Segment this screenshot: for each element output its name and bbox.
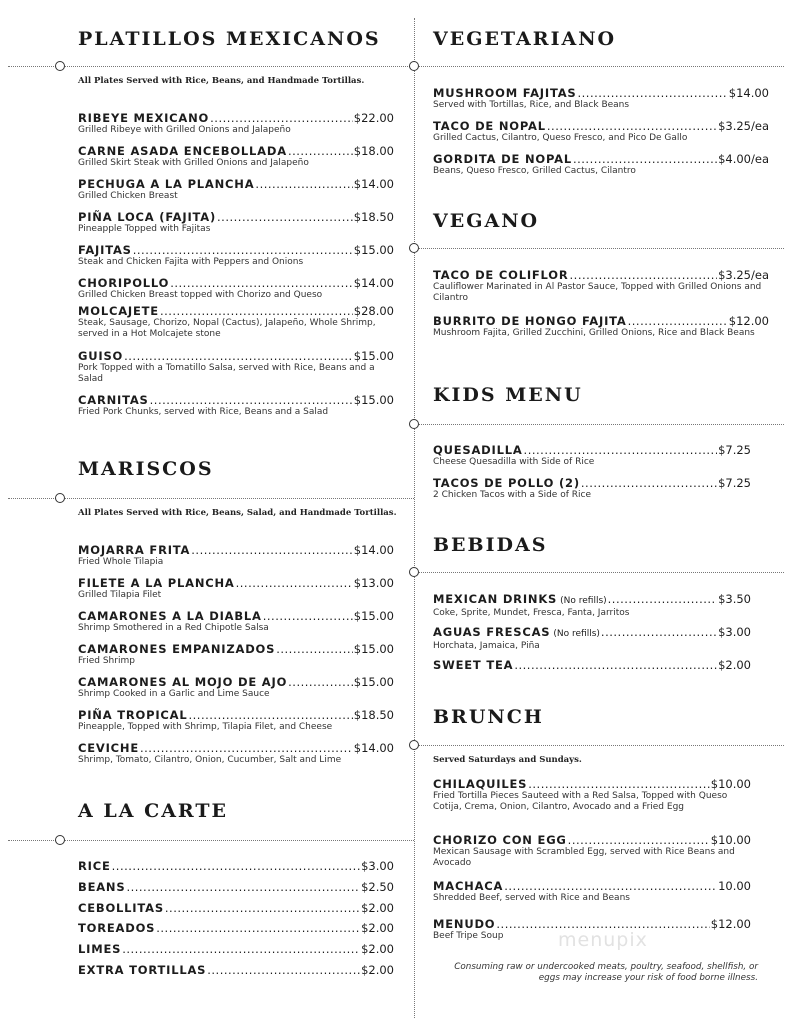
leader-dots bbox=[568, 833, 710, 847]
item-price: $3.25/ea bbox=[718, 268, 769, 282]
leader-dots bbox=[276, 642, 353, 656]
item-name: PIÑA TROPICAL bbox=[78, 708, 188, 722]
item-description: Shrimp, Tomato, Cilantro, Onion, Cucumber, Salt and Lime bbox=[78, 755, 342, 765]
divider-circle-icon bbox=[409, 740, 419, 750]
item-name: MUSHROOM FAJITAS bbox=[433, 86, 577, 100]
menu-item-rice bbox=[78, 859, 394, 880]
divider-circle-icon bbox=[409, 567, 419, 577]
item-description: Shredded Beef, served with Rice and Beans bbox=[433, 893, 630, 903]
item-price: $4.00/ea bbox=[718, 152, 769, 166]
leader-dots bbox=[601, 625, 717, 639]
item-price: $12.00 bbox=[710, 917, 751, 931]
leader-dots bbox=[126, 880, 360, 894]
menu-item-limes bbox=[78, 942, 394, 963]
leader-dots bbox=[514, 658, 717, 672]
item-description: Grilled Chicken Breast topped with Chorizo and Queso bbox=[78, 290, 323, 300]
item-name: CARNE ASADA ENCEBOLLADA bbox=[78, 144, 287, 158]
item-description: Pork Topped with a Tomatillo Salsa, served with Rice, Beans and a Salad bbox=[78, 363, 375, 384]
leader-dots bbox=[288, 675, 353, 689]
item-description: Steak, Sausage, Chorizo, Nopal (Cactus), Jalapeño, Whole Shrimp, served in a Hot Molcajete stone bbox=[78, 318, 376, 339]
section-note: Served Saturdays and Sundays. bbox=[433, 755, 582, 765]
menu-item-extra-tortillas bbox=[78, 963, 394, 984]
leader-dots bbox=[608, 592, 717, 606]
item-description: Mushroom Fajita, Grilled Zucchini, Grilled Onions, Rice and Black Beans bbox=[433, 328, 755, 338]
item-list bbox=[78, 543, 394, 771]
section-divider bbox=[8, 66, 414, 67]
item-price: $3.00 bbox=[361, 859, 394, 873]
item-price: $2.00 bbox=[718, 658, 751, 672]
leader-dots bbox=[156, 921, 360, 935]
section-title: VEGETARIANO bbox=[433, 28, 617, 50]
item-price: $2.00 bbox=[361, 942, 394, 957]
divider-circle-icon bbox=[409, 243, 419, 253]
leader-dots bbox=[577, 86, 727, 100]
menu-item-aguas-frescas bbox=[433, 625, 751, 658]
leader-dots bbox=[210, 111, 353, 125]
menu-item-tacos-de-pollo bbox=[433, 476, 751, 506]
menu-item-carne-asada bbox=[78, 144, 394, 177]
item-description: Grilled Ribeye with Grilled Onions and Jalapeño bbox=[78, 125, 291, 135]
menu-item-taco-de-coliflor bbox=[433, 268, 769, 314]
item-list bbox=[78, 111, 394, 423]
item-price: $14.00 bbox=[353, 177, 394, 191]
menu-item-gordita-de-nopal bbox=[433, 152, 769, 182]
item-price: $7.25 bbox=[718, 476, 751, 490]
item-name: AGUAS FRESCAS bbox=[433, 625, 551, 639]
menu-item-fajitas bbox=[78, 243, 394, 276]
menu-item-pechuga bbox=[78, 177, 394, 210]
item-name: PECHUGA A LA PLANCHA bbox=[78, 177, 255, 191]
item-description: Served with Tortillas, Rice, and Black Beans bbox=[433, 100, 630, 110]
section-note: All Plates Served with Rice, Beans, Salad, and Handmade Tortillas. bbox=[78, 508, 397, 518]
section-title: PLATILLOS MEXICANOS bbox=[78, 28, 381, 50]
leader-dots bbox=[191, 543, 352, 557]
menu-item-mexican-drinks bbox=[433, 592, 751, 625]
item-price: $15.00 bbox=[353, 675, 394, 689]
item-name: MACHACA bbox=[433, 879, 504, 893]
menu-item-filete bbox=[78, 576, 394, 609]
leader-dots bbox=[504, 879, 717, 893]
item-price: $18.50 bbox=[353, 210, 394, 224]
menu-item-quesadilla bbox=[433, 443, 751, 476]
item-name: MOJARRA FRITA bbox=[78, 543, 191, 557]
item-description: Coke, Sprite, Mundet, Fresca, Fanta, Jarritos bbox=[433, 608, 630, 618]
menu-item-cebollitas bbox=[78, 901, 394, 922]
menu-item-choripollo bbox=[78, 276, 394, 304]
item-name: CHORIPOLLO bbox=[78, 276, 170, 290]
divider-circle-icon bbox=[55, 493, 65, 503]
item-price: $2.00 bbox=[361, 900, 394, 915]
menu-item-pina-tropical bbox=[78, 708, 394, 741]
item-description: Pineapple Topped with Fajitas bbox=[78, 224, 211, 234]
item-name: MOLCAJETE bbox=[78, 304, 159, 318]
item-description: Beans, Queso Fresco, Grilled Cactus, Cilantro bbox=[433, 166, 636, 176]
section-title: BRUNCH bbox=[433, 706, 544, 728]
section-divider bbox=[8, 840, 414, 841]
leader-dots bbox=[165, 901, 360, 915]
menu-item-burrito-de-hongo bbox=[433, 314, 769, 354]
item-name: GORDITA DE NOPAL bbox=[433, 152, 572, 166]
item-price: $14.00 bbox=[728, 86, 769, 100]
menu-item-chorizo-con-egg bbox=[433, 833, 751, 879]
item-description: Shrimp Cooked in a Garlic and Lime Sauce bbox=[78, 689, 270, 699]
section-title: A LA CARTE bbox=[78, 800, 229, 822]
item-description: Pineapple, Topped with Shrimp, Tilapia Filet, and Cheese bbox=[78, 722, 333, 732]
item-price: $18.00 bbox=[353, 144, 394, 158]
menu-item-guiso bbox=[78, 349, 394, 393]
item-name: CAMARONES A LA DIABLA bbox=[78, 609, 262, 623]
item-name: TOREADOS bbox=[78, 921, 156, 936]
leader-dots bbox=[581, 476, 717, 490]
menupix-watermark: menupix bbox=[558, 929, 648, 951]
item-price: 10.00 bbox=[718, 879, 751, 893]
menu-item-mushroom-fajitas bbox=[433, 86, 769, 119]
item-price: $15.00 bbox=[353, 393, 394, 407]
item-list bbox=[433, 268, 769, 354]
item-qualifier: (No refills) bbox=[553, 629, 600, 639]
leader-dots bbox=[288, 144, 353, 158]
menu-item-chilaquiles bbox=[433, 777, 751, 833]
item-name: BEANS bbox=[78, 879, 126, 894]
menu-item-pina-loca bbox=[78, 210, 394, 243]
section-title: VEGANO bbox=[433, 210, 540, 232]
item-price: $10.00 bbox=[710, 833, 751, 847]
item-name: TACOS DE POLLO (2) bbox=[433, 476, 580, 490]
item-description: Mexican Sausage with Scrambled Egg, served with Rice Beans and Avocado bbox=[433, 847, 735, 868]
leader-dots bbox=[170, 276, 353, 290]
item-name: TACO DE NOPAL bbox=[433, 119, 546, 133]
menu-item-machaca bbox=[433, 879, 751, 917]
item-name: PIÑA LOCA (FAJITA) bbox=[78, 210, 217, 224]
leader-dots bbox=[160, 304, 353, 318]
item-description: Cauliflower Marinated in Al Pastor Sauce, Topped with Grilled Onions and Cilantro bbox=[433, 282, 762, 303]
item-list bbox=[433, 443, 751, 506]
item-name: LIMES bbox=[78, 942, 122, 957]
item-name: CEBOLLITAS bbox=[78, 900, 164, 915]
item-description: Shrimp Smothered in a Red Chipotle Salsa bbox=[78, 623, 269, 633]
item-name: MEXICAN DRINKS bbox=[433, 592, 558, 606]
item-name: CEVICHE bbox=[78, 741, 139, 755]
item-name: FAJITAS bbox=[78, 243, 132, 257]
leader-dots bbox=[547, 119, 717, 133]
section-divider bbox=[414, 66, 784, 67]
section-divider bbox=[414, 745, 784, 746]
item-name: QUESADILLA bbox=[433, 443, 523, 457]
item-description: Fried Whole Tilapia bbox=[78, 557, 164, 567]
menu-item-toreados bbox=[78, 921, 394, 942]
leader-dots bbox=[570, 268, 718, 282]
item-name: RICE bbox=[78, 859, 111, 873]
item-description: Beef Tripe Soup bbox=[433, 931, 504, 941]
divider-circle-icon bbox=[409, 61, 419, 71]
leader-dots bbox=[263, 609, 353, 623]
item-description: Grilled Skirt Steak with Grilled Onions and Jalapeño bbox=[78, 158, 309, 168]
item-price: $14.00 bbox=[353, 543, 394, 557]
leader-dots bbox=[217, 210, 353, 224]
item-price: $2.00 bbox=[361, 921, 394, 936]
item-list bbox=[78, 859, 394, 984]
section-divider bbox=[414, 424, 784, 425]
item-description: Grilled Cactus, Cilantro, Queso Fresco, and Pico De Gallo bbox=[433, 133, 688, 143]
divider-circle-icon bbox=[409, 419, 419, 429]
leader-dots bbox=[236, 576, 353, 590]
item-name: CAMARONES AL MOJO DE AJO bbox=[78, 675, 288, 689]
item-price: $3.50 bbox=[718, 592, 751, 606]
leader-dots bbox=[528, 777, 710, 791]
item-name: BURRITO DE HONGO FAJITA bbox=[433, 314, 627, 328]
column-divider bbox=[414, 18, 415, 1018]
item-price: $10.00 bbox=[710, 777, 751, 791]
leader-dots bbox=[124, 349, 353, 363]
item-description: Fried Tortilla Pieces Sauteed with a Red Salsa, Topped with Queso Cotija, Crema, Onion, Cilantro, Avocado and a Fried Egg bbox=[433, 791, 728, 812]
menu-item-taco-de-nopal bbox=[433, 119, 769, 152]
item-description: Fried Shrimp bbox=[78, 656, 135, 666]
food-safety-disclaimer: Consuming raw or undercooked meats, poultry, seafood, shellfish, or eggs may increase your risk of food borne illness. bbox=[454, 962, 758, 983]
leader-dots bbox=[255, 177, 352, 191]
section-title: MARISCOS bbox=[78, 458, 214, 480]
section-divider bbox=[8, 498, 414, 499]
section-note: All Plates Served with Rice, Beans, and Handmade Tortillas. bbox=[78, 76, 365, 86]
item-name: SWEET TEA bbox=[433, 658, 514, 672]
menu-item-camarones-mojo bbox=[78, 675, 394, 708]
menu-item-carnitas bbox=[78, 393, 394, 423]
item-price: $12.00 bbox=[728, 314, 769, 328]
item-description: Grilled Chicken Breast bbox=[78, 191, 178, 201]
section-title: BEBIDAS bbox=[433, 534, 548, 556]
leader-dots bbox=[524, 443, 718, 457]
item-list bbox=[433, 777, 751, 947]
item-price: $3.25/ea bbox=[718, 119, 769, 133]
item-price: $14.00 bbox=[353, 741, 394, 755]
item-description: Steak and Chicken Fajita with Peppers and Onions bbox=[78, 257, 304, 267]
section-title: KIDS MENU bbox=[433, 384, 583, 406]
menu-item-ceviche bbox=[78, 741, 394, 771]
leader-dots bbox=[150, 393, 353, 407]
leader-dots bbox=[140, 741, 353, 755]
item-name: GUISO bbox=[78, 349, 124, 363]
menu-item-camarones-empanizados bbox=[78, 642, 394, 675]
item-price: $2.00 bbox=[361, 962, 394, 977]
item-name: CAMARONES EMPANIZADOS bbox=[78, 642, 276, 656]
leader-dots bbox=[122, 942, 360, 956]
item-name: CHILAQUILES bbox=[433, 777, 528, 791]
leader-dots bbox=[133, 243, 353, 257]
leader-dots bbox=[573, 152, 717, 166]
item-description: Fried Pork Chunks, served with Rice, Beans and a Salad bbox=[78, 407, 329, 417]
leader-dots bbox=[207, 963, 360, 977]
item-price: $2.50 bbox=[361, 879, 394, 894]
item-price: $15.00 bbox=[353, 609, 394, 623]
item-price: $13.00 bbox=[353, 576, 394, 590]
item-description: Cheese Quesadilla with Side of Rice bbox=[433, 457, 595, 467]
menu-item-camarones-diabla bbox=[78, 609, 394, 642]
item-name: TACO DE COLIFLOR bbox=[433, 268, 569, 282]
item-price: $15.00 bbox=[353, 349, 394, 363]
item-price: $14.00 bbox=[353, 276, 394, 290]
item-price: $7.25 bbox=[718, 443, 751, 457]
item-description: 2 Chicken Tacos with a Side of Rice bbox=[433, 490, 591, 500]
item-description: Grilled Tilapia Filet bbox=[78, 590, 162, 600]
item-price: $22.00 bbox=[353, 111, 394, 125]
item-name: RIBEYE MEXICANO bbox=[78, 111, 210, 125]
item-price: $18.50 bbox=[353, 708, 394, 722]
leader-dots bbox=[112, 859, 360, 873]
item-name: CHORIZO CON EGG bbox=[433, 833, 567, 847]
item-price: $3.00 bbox=[718, 625, 751, 639]
menu-item-mojarra-frita bbox=[78, 543, 394, 576]
item-list bbox=[433, 592, 751, 676]
item-price: $15.00 bbox=[353, 642, 394, 656]
item-qualifier: (No refills) bbox=[560, 596, 607, 606]
menu-item-molcajete bbox=[78, 304, 394, 349]
leader-dots bbox=[628, 314, 728, 328]
item-name: CARNITAS bbox=[78, 393, 149, 407]
item-price: $15.00 bbox=[353, 243, 394, 257]
item-price: $28.00 bbox=[353, 304, 394, 318]
menu-item-sweet-tea bbox=[433, 658, 751, 676]
item-name: MENUDO bbox=[433, 917, 496, 931]
divider-circle-icon bbox=[55, 835, 65, 845]
item-list bbox=[433, 86, 769, 182]
leader-dots bbox=[189, 708, 353, 722]
menu-item-beans bbox=[78, 880, 394, 901]
section-divider bbox=[414, 572, 784, 573]
item-name: EXTRA TORTILLAS bbox=[78, 962, 207, 977]
divider-circle-icon bbox=[55, 61, 65, 71]
section-divider bbox=[414, 248, 784, 249]
item-description: Horchata, Jamaica, Piña bbox=[433, 641, 540, 651]
item-name: FILETE A LA PLANCHA bbox=[78, 576, 235, 590]
menu-item-ribeye-mexicano bbox=[78, 111, 394, 144]
